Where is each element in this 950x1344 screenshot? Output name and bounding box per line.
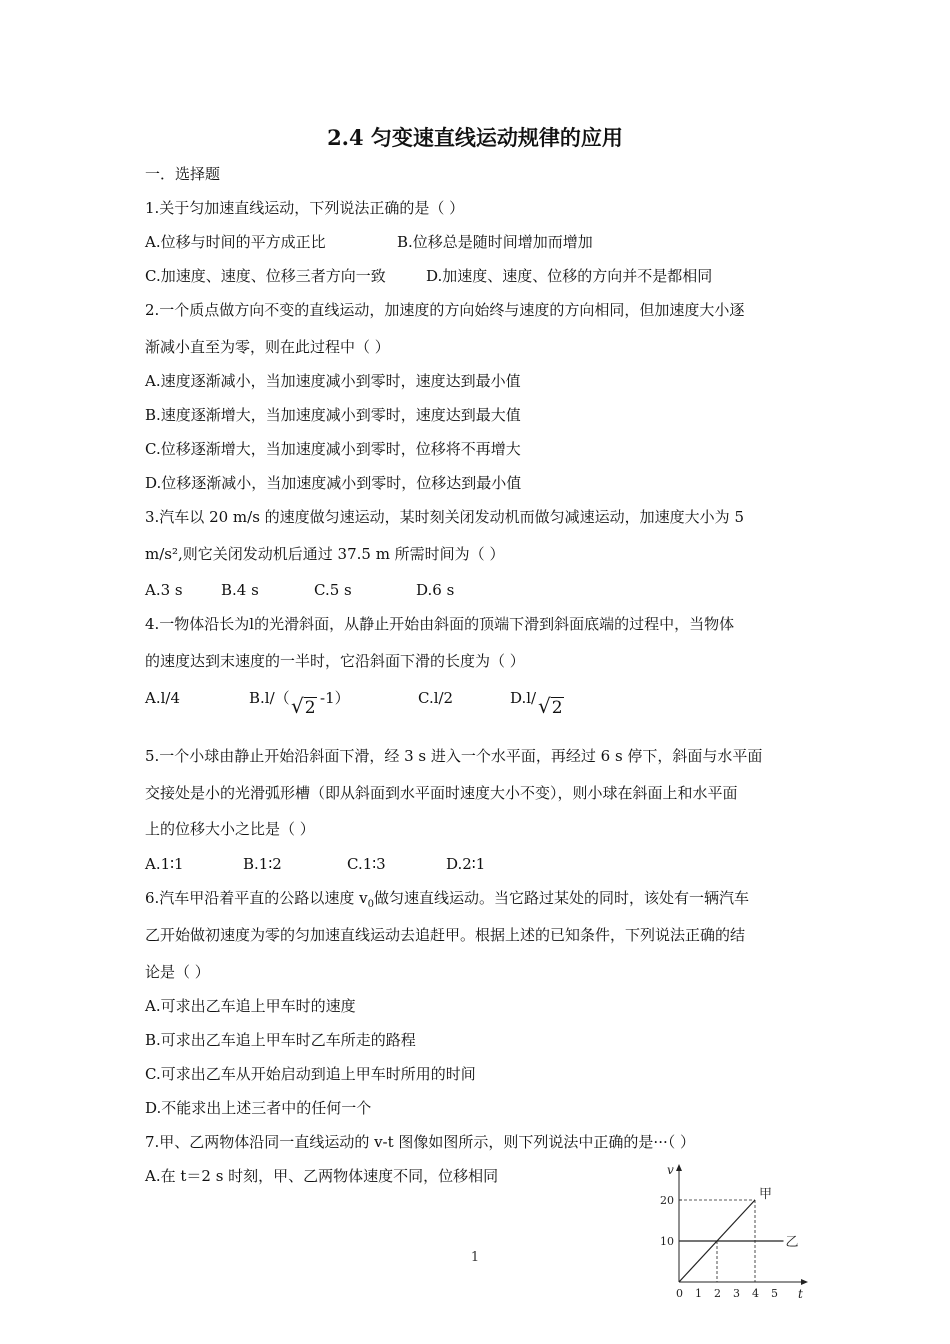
question-4-option-c: C.l/2	[418, 689, 454, 707]
x-tick-label: 1	[695, 1287, 702, 1300]
sqrt-argument: 2	[551, 698, 563, 718]
sqrt-argument: 2	[304, 698, 316, 718]
question-5-stem-line-1: 5.一个小球由静止开始沿斜面下滑，经 3 s 进入一个水平面，再经过 6 s 停下，斜面与水平面	[145, 747, 763, 765]
question-6-stem-suffix: 做匀速直线运动。当它路过某处的同时，该处有一辆汽车	[373, 889, 749, 907]
question-6-option-a: A.可求出乙车追上甲车时的速度	[145, 997, 356, 1015]
question-3-stem-line-1: 3.汽车以 20 m/s 的速度做匀速运动，某时刻关闭发动机而做匀减速运动，加速度大小为 5	[145, 508, 744, 526]
x-tick-label: 4	[752, 1287, 759, 1300]
question-4-stem-line-2: 的速度达到末速度的一半时，它沿斜面下滑的长度为（ ）	[145, 652, 525, 670]
x-tick-label: 5	[771, 1287, 778, 1300]
question-5-option-b: B.1∶2	[243, 855, 282, 873]
section-heading: 一．选择题	[145, 165, 221, 183]
question-3-option-d: D.6 s	[416, 581, 455, 599]
question-1-stem: 1.关于匀加速直线运动，下列说法正确的是（ ）	[145, 199, 465, 217]
question-1-option-b: B.位移总是随时间增加而增加	[397, 233, 593, 251]
question-1-option-c: C.加速度、速度、位移三者方向一致	[145, 267, 386, 285]
question-5-option-a: A.1∶1	[145, 855, 184, 873]
y-axis-arrow	[676, 1164, 682, 1171]
y-axis-label: v	[667, 1163, 674, 1177]
question-6-stem-line-3: 论是（ ）	[145, 963, 210, 981]
series-label: 甲	[759, 1187, 773, 1202]
vt-graph	[652, 1158, 812, 1308]
question-4-option-d-prefix: D.l/	[510, 689, 537, 707]
question-4-stem-line-1: 4.一物体沿长为l的光滑斜面，从静止开始由斜面的顶端下滑到斜面底端的过程中，当物体	[145, 615, 735, 633]
question-3-stem-line-2: m/s²,则它关闭发动机后通过 37.5 m 所需时间为（ ）	[145, 545, 505, 563]
question-6-stem-line-2: 乙开始做初速度为零的匀加速直线运动去追赶甲。根据上述的已知条件，下列说法正确的结	[145, 926, 746, 944]
question-5-option-c: C.1∶3	[347, 855, 386, 873]
question-3-option-c: C.5 s	[314, 581, 352, 599]
x-axis-label: t	[798, 1287, 803, 1301]
question-4-option-b-prefix: B.l/（	[249, 689, 290, 707]
question-4-option-d-sqrt	[538, 694, 564, 718]
question-4-option-b-sqrt	[291, 694, 317, 718]
x-tick-label: 2	[714, 1287, 721, 1300]
question-5-option-d: D.2∶1	[446, 855, 486, 873]
question-5-stem-line-2: 交接处是小的光滑弧形槽（即从斜面到水平面时速度大小不变），则小球在斜面上和水平面	[145, 784, 738, 802]
x-axis-arrow	[801, 1279, 808, 1285]
page-title: 2.4 匀变速直线运动规律的应用	[327, 125, 623, 150]
question-2-option-d: D.位移逐渐减小，当加速度减小到零时，位移达到最小值	[145, 474, 522, 492]
question-6-option-d: D.不能求出上述三者中的任何一个	[145, 1099, 372, 1117]
question-2-option-a: A.速度逐渐减小，当加速度减小到零时，速度达到最小值	[145, 372, 521, 390]
series-label: 乙	[785, 1235, 799, 1250]
question-6-subscript: 0	[367, 899, 374, 910]
question-2-option-b: B.速度逐渐增大，当加速度减小到零时，速度达到最大值	[145, 406, 521, 424]
page-number: 1	[470, 1250, 480, 1265]
x-tick-label: 3	[733, 1287, 740, 1300]
question-6-stem-line-1	[145, 888, 749, 915]
question-1-option-a: A.位移与时间的平方成正比	[145, 233, 326, 251]
sqrt-symbol: √	[291, 694, 304, 718]
question-6-option-b: B.可求出乙车追上甲车时乙车所走的路程	[145, 1031, 416, 1049]
y-tick-label: 20	[660, 1194, 674, 1207]
x-tick-label: 0	[676, 1287, 683, 1300]
question-4-option-a: A.l/4	[145, 689, 180, 707]
y-tick-label: 10	[660, 1235, 674, 1248]
question-7-stem: 7.甲、乙两物体沿同一直线运动的 v-t 图像如图所示，则下列说法中正确的是···（ ）	[145, 1133, 695, 1151]
question-3-option-b: B.4 s	[221, 581, 259, 599]
sqrt-symbol: √	[538, 694, 551, 718]
question-6-stem-prefix: 6.汽车甲沿着平直的公路以速度 v	[145, 889, 368, 907]
question-6-option-c: C.可求出乙车从开始启动到追上甲车时所用的时间	[145, 1065, 476, 1083]
question-1-option-d: D.加速度、速度、位移的方向并不是都相同	[426, 267, 713, 285]
question-2-stem-line-2: 渐减小直至为零，则在此过程中（ ）	[145, 338, 390, 356]
question-7-option-a: A.在 t＝2 s 时刻，甲、乙两物体速度不同，位移相同	[145, 1167, 499, 1185]
question-3-option-a: A.3 s	[145, 581, 183, 599]
question-4-option-b-suffix: -1）	[320, 689, 350, 707]
question-5-stem-line-3: 上的位移大小之比是（ ）	[145, 820, 315, 838]
question-2-option-c: C.位移逐渐增大，当加速度减小到零时，位移将不再增大	[145, 440, 521, 458]
question-2-stem-line-1: 2.一个质点做方向不变的直线运动，加速度的方向始终与速度的方向相同，但加速度大小逐	[145, 301, 745, 319]
